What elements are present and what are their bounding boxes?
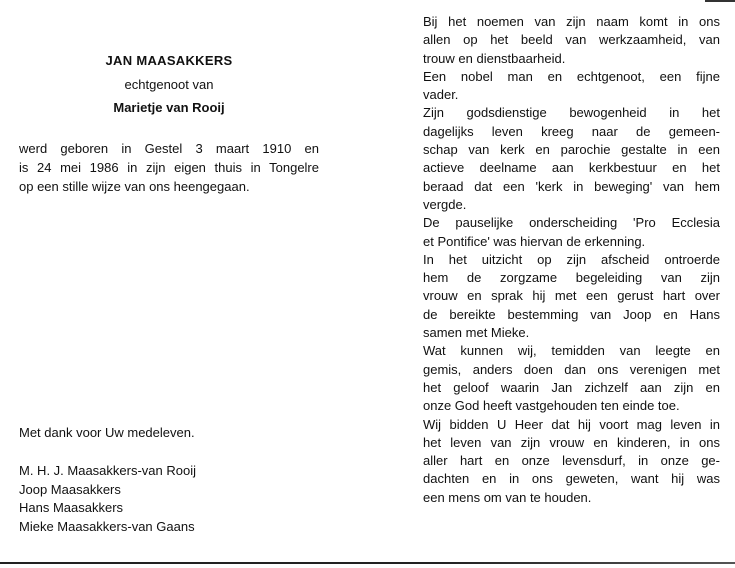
tribute-line: samen met Mieke. — [423, 325, 530, 341]
intro-line: is 24 mei 1986 in zijn eigen thuis in Tongelre — [19, 160, 319, 175]
signer: M. H. J. Maasakkers-van Rooij — [19, 463, 196, 478]
thanks-line: Met dank voor Uw medeleven. — [19, 425, 195, 440]
spouse-name: Marietje van Rooij — [113, 100, 225, 115]
tribute-line: het leven van zijn vrouw en kinderen, in ons — [423, 434, 720, 450]
tribute-line: vader. — [423, 87, 459, 103]
tribute-line: beraad dat een 'kerk in beweging' van hem — [423, 178, 720, 194]
tribute-text — [423, 13, 720, 507]
signers-list — [19, 462, 196, 536]
signer: Mieke Maasakkers-van Gaans — [19, 518, 195, 534]
tribute-line: aller hart en onze levensdurf, in onze ge- — [423, 453, 720, 469]
tribute-line: de bereikte bestemming van Joop en Hans — [423, 306, 720, 322]
spouse-label: echtgenoot van — [124, 77, 214, 92]
signer: Joop Maasakkers — [19, 481, 121, 497]
tribute-line: gemis, anders doen dan ons verenigen met — [423, 361, 720, 377]
tribute-line: vrouw en sprak hij met een gerust hart over — [423, 288, 720, 304]
tribute-line: een mens om van te houden. — [423, 489, 592, 505]
life-dates-paragraph — [19, 139, 319, 196]
tribute-line: dagelijks leven kreeg naar de gemeen- — [423, 123, 720, 139]
tribute-line: trouw en dienstbaarheid. — [423, 50, 566, 66]
tribute-line: allen op het beeld van werkzaamheid, van — [423, 32, 720, 48]
tribute-line: In het uitzicht op zijn afscheid ontroerde — [423, 251, 720, 267]
tribute-line: Wij bidden U Heer dat hij voort mag leven in — [423, 416, 720, 432]
scan-edge-top — [705, 0, 735, 2]
tribute-line: actieve deelname aan kerkbestuur en het — [423, 160, 720, 176]
deceased-name: JAN MAASAKKERS — [105, 53, 233, 68]
signer: Hans Maasakkers — [19, 500, 124, 515]
tribute-line: hem de zorgzame begeleiding van zijn — [423, 270, 720, 286]
tribute-line: Wat kunnen wij, temidden van leegte en — [423, 343, 720, 359]
tribute-line: onze God heeft vastgehouden ten einde toe. — [423, 398, 680, 414]
tribute-line: dachten en in ons geweten, want hij was — [423, 471, 720, 487]
tribute-line: schap van kerk en parochie gestalte in een — [423, 142, 720, 158]
intro-line: op een stille wijze van ons heengegaan. — [19, 179, 250, 194]
intro-line: werd geboren in Gestel 3 maart 1910 en — [19, 141, 319, 156]
scan-edge-bottom — [0, 562, 735, 564]
tribute-line: het geloof waarin Jan zichzelf aan zijn en — [423, 379, 720, 395]
tribute-line: et Pontifice' was hiervan de erkenning. — [423, 233, 646, 249]
tribute-line: Een nobel man en echtgenoot, een fijne — [423, 68, 720, 84]
tribute-line: Zijn godsdienstige bewogenheid in het — [423, 105, 720, 121]
tribute-line: Bij het noemen van zijn naam komt in ons — [423, 14, 720, 29]
tribute-line: De pauselijke onderscheiding 'Pro Ecclesia — [423, 215, 720, 231]
tribute-line: vergde. — [423, 196, 467, 212]
